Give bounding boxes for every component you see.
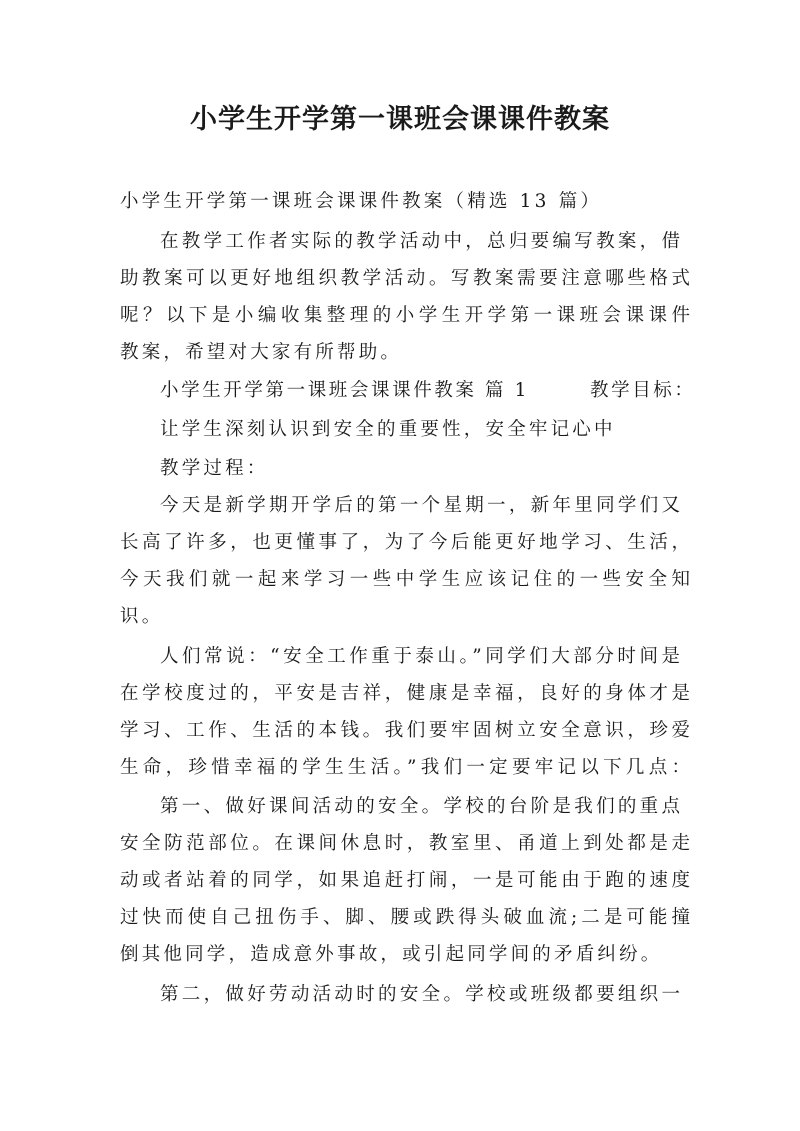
process-label: 教学过程：: [160, 458, 269, 479]
para2-line-4: 生命，珍惜幸福的学生生活。”我们一定要牢记以下几点：: [120, 757, 690, 778]
para3-line-2: 安全防范部位。在课间休息时，教室里、甬道上到处都是走: [120, 833, 690, 854]
intro-line-2: 助教案可以更好地组织教学活动。写教案需要注意哪些格式: [120, 268, 690, 289]
objective-text: 让学生深刻认识到安全的重要性，安全牢记心中: [160, 419, 616, 440]
para2-line-2: 在学校度过的，平安是吉祥，健康是幸福，良好的身体才是: [120, 683, 690, 704]
para3-line-5: 倒其他同学，造成意外事故，或引起同学间的矛盾纠纷。: [120, 944, 663, 965]
para1-line-4: 识。: [120, 606, 164, 627]
intro-line-3: 呢？以下是小编收集整理的小学生开学第一课班会课课件: [120, 305, 690, 326]
document-title: 小学生开学第一课班会课课件教案: [190, 104, 610, 135]
para3-line-3: 动或者站着的同学，如果追赶打闹，一是可能由于跑的速度: [120, 870, 690, 891]
intro-line-4: 教案，希望对大家有所帮助。: [120, 342, 403, 363]
objective-label: 教学目标：: [590, 380, 696, 401]
intro-line-1: 在教学工作者实际的教学活动中，总归要编写教案，借: [160, 231, 680, 252]
para2-line-1: 人们常说：“安全工作重于泰山。”同学们大部分时间是: [160, 646, 680, 667]
para1-line-2: 长高了许多，也更懂事了，为了今后能更好地学习、生活，: [120, 532, 690, 553]
document-subtitle: 小学生开学第一课班会课课件教案（精选 13 篇）: [120, 191, 603, 212]
para4-line-1: 第二，做好劳动活动时的安全。学校或班级都要组织一: [160, 984, 680, 1005]
para3-line-1: 第一、做好课间活动的安全。学校的台阶是我们的重点: [160, 796, 680, 817]
para1-line-3: 今天我们就一起来学习一些中学生应该记住的一些安全知: [120, 569, 690, 590]
section-heading: 小学生开学第一课班会课课件教案 篇 1: [160, 380, 529, 401]
para1-line-1: 今天是新学期开学后的第一个星期一，新年里同学们又: [160, 495, 680, 516]
para3-line-4: 过快而使自己扭伤手、脚、腰或跌得头破血流;二是可能撞: [120, 907, 690, 928]
para2-line-3: 学习、工作、生活的本钱。我们要牢固树立安全意识，珍爱: [120, 720, 690, 741]
